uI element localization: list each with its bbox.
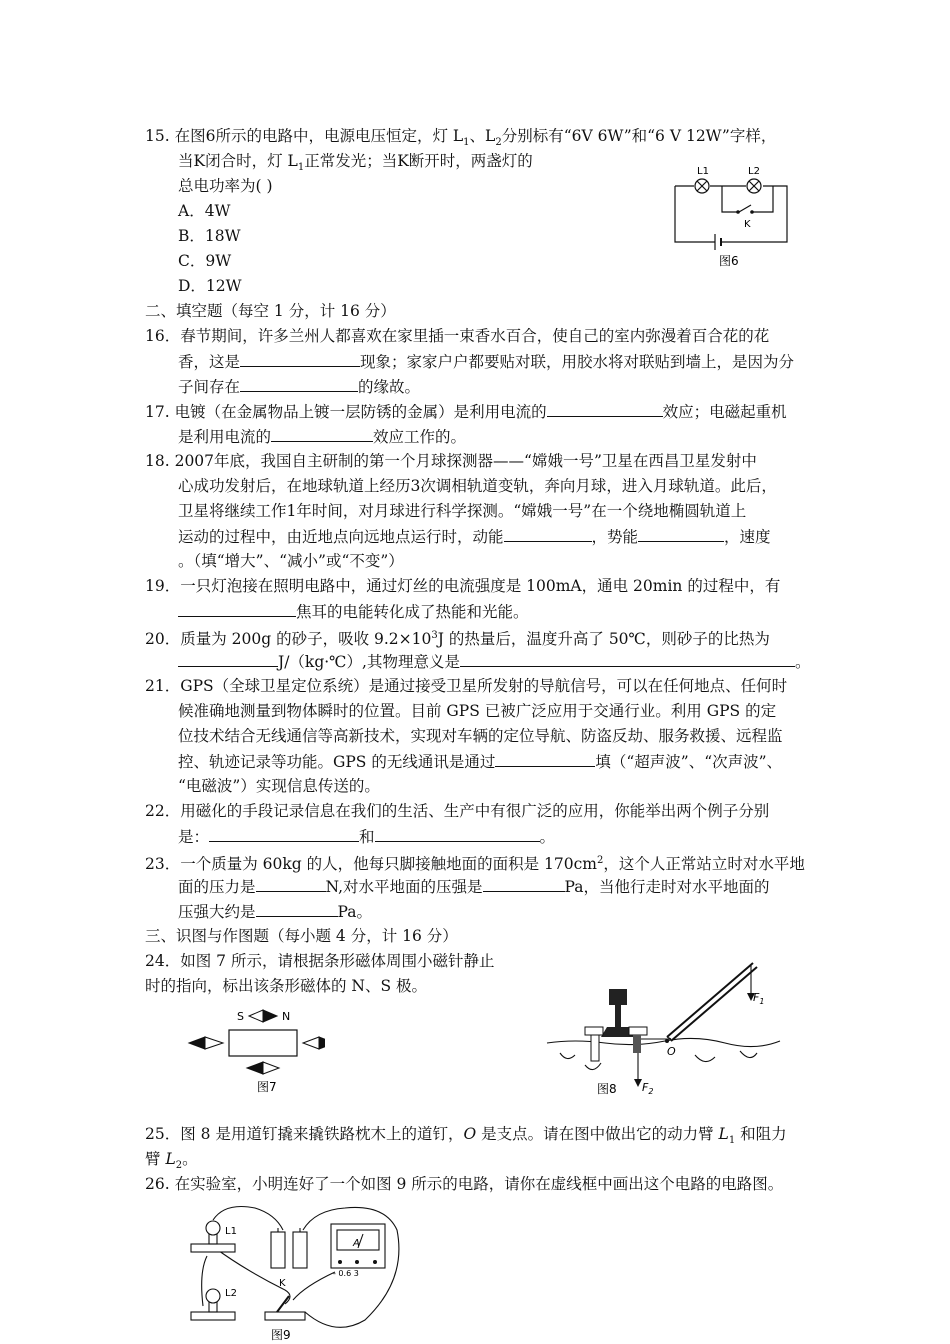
q21-line4: 控、轨迹记录等功能。GPS 的无线通讯是通过 填（“超声波”、“次声波”、 bbox=[178, 750, 782, 773]
fig6-k-label: K bbox=[744, 219, 751, 230]
fig7-n-label: N bbox=[282, 1010, 291, 1023]
q18-blank-2[interactable] bbox=[638, 525, 724, 542]
fig8-f1-label: $F_1$ bbox=[753, 991, 765, 1006]
q20-blank-2[interactable] bbox=[460, 650, 795, 667]
q23-blank-2[interactable] bbox=[483, 875, 565, 892]
fig7-caption: 图7 bbox=[257, 1080, 277, 1094]
q24-line2: 时的指向，标出该条形磁体的 N、S 极。 bbox=[145, 977, 428, 995]
q17-line1: 17. 电镀（在金属物品上镀一层防锈的金属）是利用电流的 效应；电磁起重机 bbox=[145, 400, 787, 423]
battery-icon bbox=[271, 1232, 285, 1268]
q22-line1: 22．用磁化的手段记录信息在我们的生活、生产中有很广泛的应用，你能举出两个例子分别 bbox=[145, 802, 770, 820]
q15-option-a: A．4W bbox=[178, 202, 231, 220]
q16-blank-2[interactable] bbox=[240, 375, 358, 392]
q23-blank-1[interactable] bbox=[256, 875, 326, 892]
q25-line1: 25．图 8 是用道钉撬来撬铁路枕木上的道钉，O 是支点。请在图中做出它的动力臂 $L_1$ 和阻力 bbox=[145, 1125, 787, 1147]
fig9-ammeter-label: A bbox=[353, 1238, 360, 1249]
q15-option-d: D．12W bbox=[178, 277, 242, 295]
fig7-s-label: S bbox=[237, 1010, 244, 1023]
q18-line1: 18. 2007年底，我国自主研制的第一个月球探测器——“嫦娥一号”卫星在西昌卫星发射中 bbox=[145, 452, 757, 470]
q19-blank[interactable] bbox=[178, 600, 296, 617]
right-compass-needle bbox=[303, 1037, 319, 1049]
left-compass-needle bbox=[189, 1037, 205, 1049]
q21-blank[interactable] bbox=[495, 750, 595, 767]
bar-magnet bbox=[229, 1030, 297, 1056]
q15-line3: 总电功率为( ) bbox=[178, 177, 273, 195]
q18-line4: 运动的过程中，由近地点向远地点运行时，动能 ，势能 ，速度 bbox=[178, 525, 771, 548]
f2-arrow-icon bbox=[634, 1079, 642, 1087]
q25-line2: 臂 $L_2$。 bbox=[145, 1150, 198, 1172]
q21-line2: 候准确地测量到物体瞬时的位置。目前 GPS 已被广泛应用于交通行业。利用 GPS 的定 bbox=[178, 702, 777, 720]
top-compass-needle bbox=[249, 1010, 263, 1022]
q23-line2: 面的压力是 N,对水平地面的压强是 Pa，当他行走时对水平地面的 bbox=[178, 875, 770, 898]
figure-8-crowbar bbox=[545, 955, 785, 1100]
q15-line2: 当K闭合时，灯 $L_1$正常发光；当K断开时，两盏灯的 bbox=[178, 152, 533, 174]
q16-line3: 子间存在 的缘故。 bbox=[178, 375, 420, 398]
q18-line2: 心成功发射后，在地球轨道上经历3次调相轨道变轨，奔向月球，进入月球轨道。此后， bbox=[178, 477, 777, 495]
q16-line2: 香，这是 现象；家家户户都要贴对联，用胶水将对联贴到墙上，是因为分 bbox=[178, 350, 794, 373]
switch-icon bbox=[265, 1312, 305, 1320]
section-2-heading: 二、填空题（每空 1 分，计 16 分） bbox=[145, 302, 396, 320]
q20-line1: 20．质量为 200g 的砂子，吸收 $9.2\times 10^3J$ 的热量后，温度升高了 50℃，则砂子的比热为 bbox=[145, 630, 770, 649]
fig6-l1-label: L1 bbox=[697, 166, 709, 177]
q15-line1: 15. 在图6所示的电路中，电源电压恒定，灯 $L_1$、$L_2$分别标有“6V 6W”和“6 V 12W”字样， bbox=[145, 127, 777, 149]
fig8-o-label: O bbox=[667, 1045, 676, 1058]
q20-line2: J/（kg·℃）,其物理意义是 。 bbox=[178, 650, 810, 673]
fig6-l2-label: L2 bbox=[748, 166, 760, 177]
fig9-terminals: - 0.6 3 bbox=[333, 1269, 359, 1278]
rail-head bbox=[609, 989, 627, 1005]
q18-line3: 卫星将继续工作1年时间，对月球进行科学探测。“嫦娥一号”在一个绕地椭圆轨道上 bbox=[178, 502, 747, 520]
q17-blank-1[interactable] bbox=[547, 400, 663, 417]
fig8-caption: 图8 bbox=[597, 1082, 617, 1096]
section-3-heading: 三、识图与作图题（每小题 4 分，计 16 分） bbox=[145, 927, 458, 945]
bottom-compass-needle bbox=[247, 1062, 263, 1074]
fig9-caption: 图9 bbox=[271, 1328, 291, 1342]
q19-line1: 19．一只灯泡接在照明电路中，通过灯丝的电流强度是 100mA，通电 20min 的过程中，有 bbox=[145, 577, 781, 595]
q15-option-b: B．18W bbox=[178, 227, 241, 245]
q19-line2: 焦耳的电能转化成了热能和光能。 bbox=[178, 600, 529, 623]
q22-blank-1[interactable] bbox=[209, 825, 359, 842]
figure-7-magnet bbox=[185, 1005, 325, 1095]
q17-blank-2[interactable] bbox=[271, 425, 373, 442]
q21-line3: 位技术结合无线通信等高新技术，实现对车辆的定位导航、防盗反劫、服务救援、远程监 bbox=[178, 727, 783, 745]
fig6-caption: 图6 bbox=[719, 254, 739, 268]
fig9-l2-label: L2 bbox=[225, 1288, 237, 1299]
q16-line1: 16．春节期间，许多兰州人都喜欢在家里插一束香水百合，使自己的室内弥漫着百合花的花 bbox=[145, 327, 770, 345]
q21-line1: 21．GPS（全球卫星定位系统）是通过接受卫星所发射的导航信号，可以在任何地点、任何时 bbox=[145, 677, 788, 695]
q23-line3: 压强大约是 Pa。 bbox=[178, 900, 372, 923]
q23-blank-3[interactable] bbox=[256, 900, 338, 917]
q23-line1: 23．一个质量为 60kg 的人，他每只脚接触地面的面积是 $170cm^2$，这个人正常站立时对水平地 bbox=[145, 855, 805, 874]
q18-blank-1[interactable] bbox=[504, 525, 592, 542]
q22-line2: 是： 和 。 bbox=[178, 825, 555, 848]
figure-6-circuit bbox=[665, 160, 795, 275]
q16-blank-1[interactable] bbox=[240, 350, 360, 367]
figure-9-circuit bbox=[185, 1200, 415, 1344]
q24-line1: 24．如图 7 所示，请根据条形磁体周围小磁针静止 bbox=[145, 952, 495, 970]
q17-line2: 是利用电流的 效应工作的。 bbox=[178, 425, 466, 448]
rail-spike bbox=[591, 1035, 599, 1061]
q15-option-c: C．9W bbox=[178, 252, 232, 270]
fig9-l1-label: L1 bbox=[225, 1226, 237, 1237]
q22-blank-2[interactable] bbox=[375, 825, 540, 842]
fig9-lamp-l1-icon bbox=[206, 1221, 220, 1235]
q18-line5: 。（填“增大”、“减小”或“不变”） bbox=[178, 552, 404, 570]
q20-blank-1[interactable] bbox=[178, 650, 278, 667]
fig8-f2-label: $F_2$ bbox=[642, 1081, 654, 1096]
q21-line5: “电磁波”）实现信息传送的。 bbox=[178, 777, 380, 795]
switch-k-icon bbox=[739, 205, 751, 212]
fig9-k-label: K bbox=[279, 1278, 286, 1289]
q26-line1: 26. 在实验室，小明连好了一个如图 9 所示的电路，请你在虚线框中画出这个电路的电路图。 bbox=[145, 1175, 784, 1193]
fig9-lamp-l2-icon bbox=[206, 1289, 220, 1303]
